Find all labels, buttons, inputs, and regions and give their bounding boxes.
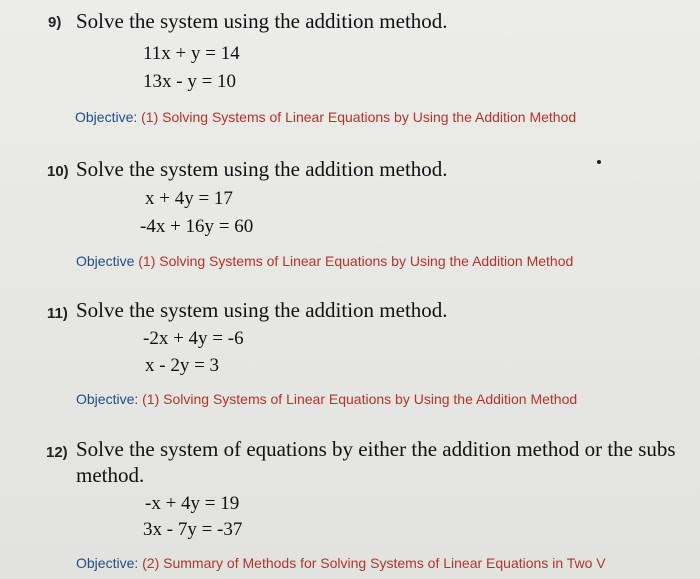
objective-label: Objective: — [75, 109, 138, 125]
stray-dot — [597, 160, 601, 164]
problem-prompt: Solve the system of equations by either the addition method or the subs — [76, 437, 676, 461]
problem-prompt: Solve the system using the addition method. — [76, 157, 448, 181]
problem-number: 11) — [47, 305, 68, 322]
objective-label: Objective — [76, 253, 135, 269]
equation-2: -4x + 16y = 60 — [140, 216, 254, 237]
equation-2: 3x - 7y = -37 — [143, 519, 243, 540]
objective-line — [76, 555, 606, 571]
objective-line — [76, 391, 577, 407]
objective-line — [75, 109, 576, 125]
equation-2: 13x - y = 10 — [143, 71, 237, 92]
problem-prompt: Solve the system using the addition method. — [76, 298, 448, 322]
problem-number: 12) — [46, 444, 68, 461]
objective-label: Objective: — [76, 391, 139, 407]
equation-1: 11x + y = 14 — [143, 43, 240, 64]
objective-text: (2) Summary of Methods for Solving Systems of Linear Equations in Two V — [142, 555, 606, 571]
objective-text: (1) Solving Systems of Linear Equations by Using the Addition Method — [138, 253, 574, 269]
objective-text: (1) Solving Systems of Linear Equations by Using the Addition Method — [141, 109, 577, 125]
problem-prompt-continued: method. — [76, 463, 145, 487]
objective-label: Objective: — [76, 555, 139, 571]
equation-1: -x + 4y = 19 — [145, 493, 240, 514]
equation-1: x + 4y = 17 — [145, 188, 233, 209]
objective-line — [76, 253, 573, 269]
problem-number: 10) — [47, 163, 69, 180]
objective-text: (1) Solving Systems of Linear Equations by Using the Addition Method — [142, 391, 578, 407]
equation-1: -2x + 4y = -6 — [143, 328, 244, 349]
equation-2: x - 2y = 3 — [145, 355, 220, 376]
problem-number: 9) — [48, 14, 62, 31]
problem-prompt: Solve the system using the addition method. — [76, 9, 448, 33]
